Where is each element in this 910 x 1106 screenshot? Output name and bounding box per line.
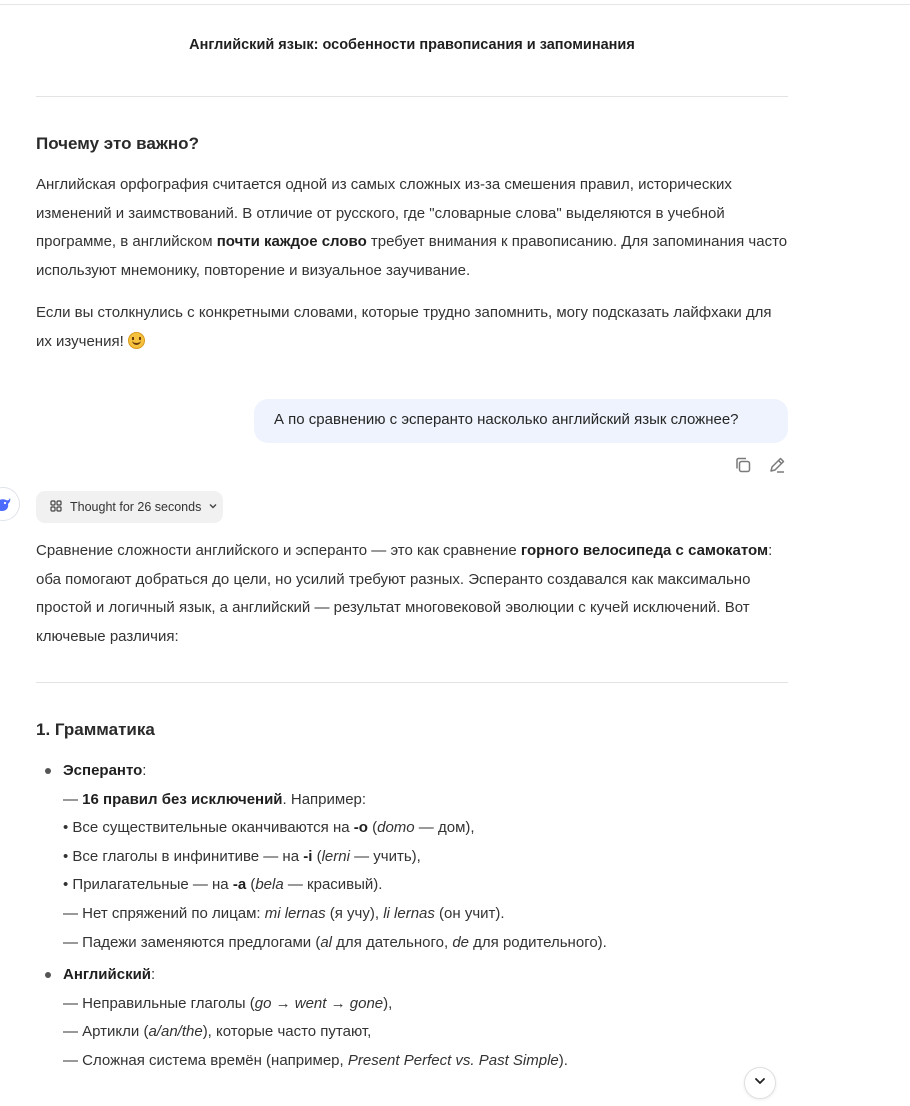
bold-text: 16 правил без исключений — [82, 790, 283, 808]
italic-text: go → went → gone — [254, 994, 384, 1012]
italic-text: mi lernas — [264, 904, 326, 922]
text-span: . Например: — [282, 790, 367, 808]
text-span: — Нет спряжений по лицам: — [63, 904, 265, 922]
thought-icon — [50, 500, 62, 515]
bold-text: горного велосипеда с самокатом — [520, 542, 769, 559]
thought-toggle-button[interactable] — [36, 491, 223, 523]
chevron-down-icon — [752, 1073, 768, 1094]
section-heading-grammar: 1. Грамматика — [36, 720, 155, 739]
bold-text: -a — [232, 876, 247, 894]
italic-text: Present Perfect vs. Past Simple — [347, 1051, 559, 1069]
text-span: • Прилагательные — на — [63, 876, 233, 894]
italic-text: domo — [377, 819, 415, 837]
grammar-list — [36, 757, 788, 1076]
text-span: для дательного, — [332, 933, 453, 951]
text-span: — Артикли ( — [63, 1023, 149, 1041]
italic-text: li lernas — [383, 904, 435, 922]
text-span: : оба помогают добраться до цели, но усилий требуют разных. Эсперанто создавался как максимально простой и логичный язык, а английский — результат многовековой эволюции с кучей исключений. Вот ключевые различия: — [36, 542, 773, 645]
edit-icon[interactable] — [767, 455, 787, 475]
text-span: ), — [383, 994, 393, 1012]
text-span: : — [142, 762, 147, 779]
top-divider — [0, 4, 910, 5]
text-span: • Все существительные оканчиваются на — [63, 819, 354, 837]
user-message-bubble: А по сравнению с эсперанто насколько английский язык сложнее? — [254, 399, 788, 443]
italic-text: lerni — [321, 847, 350, 865]
italic-text: de — [452, 933, 469, 951]
text-span: • Все глаголы в инфинитиве — на — [63, 847, 304, 865]
text-span: ), которые часто путают, — [202, 1023, 372, 1041]
whale-logo-icon — [0, 487, 20, 521]
italic-text: al — [320, 933, 333, 951]
bold-text: -o — [353, 819, 368, 837]
text-span: ( — [246, 876, 256, 894]
italic-text: bela — [255, 876, 284, 894]
list-line — [63, 843, 788, 872]
italic-text: a/an/the — [148, 1023, 203, 1041]
text-span: — — [63, 790, 83, 808]
paragraph-why-1 — [36, 171, 788, 285]
list-line — [63, 1018, 788, 1047]
paragraph-why-2 — [36, 299, 788, 356]
list-line — [63, 871, 788, 900]
text-span: Сравнение сложности английского и эсперанто — это как сравнение — [36, 542, 521, 559]
text-span: Английская орфография считается одной из самых сложных из-за смешения правил, исторических изменений и заимствований. В отличие от русского, где "словарные слова" выделяются в учебной программе, в английском — [36, 176, 732, 251]
list-line — [63, 929, 788, 958]
list-item-title — [63, 757, 788, 786]
section-divider — [36, 96, 788, 97]
text-span: — красивый). — [283, 876, 383, 894]
list-line — [63, 786, 788, 815]
bold-text: почти каждое слово — [216, 233, 367, 251]
bullet-dot — [45, 972, 51, 978]
bold-text: Эсперанто — [63, 762, 143, 779]
list-item-english — [36, 961, 788, 1075]
text-span: : — [151, 966, 156, 984]
text-span: ( — [367, 819, 378, 837]
chevron-down-icon — [208, 500, 218, 514]
list-line — [63, 900, 788, 929]
list-line — [63, 1047, 788, 1076]
scroll-down-button[interactable] — [744, 1067, 776, 1099]
text-span: ). — [558, 1051, 568, 1069]
text-span: Если вы столкнулись с конкретными словами, которые трудно запомнить, могу подсказать лайфхаки для их изучения! — [36, 304, 772, 350]
bullet-dot — [45, 768, 51, 774]
list-line — [63, 990, 788, 1019]
bold-text: -i — [303, 847, 313, 865]
text-span: требует внимания к правописанию. Для запоминания часто используют мнемонику, повторение и визуальное заучивание. — [36, 233, 788, 279]
text-span: (я учу), — [325, 904, 384, 922]
text-span: — учить), — [349, 847, 421, 865]
text-span: — Сложная система времён (например, — [63, 1051, 348, 1069]
bold-text: Английский — [63, 966, 152, 984]
list-item-title — [63, 961, 788, 990]
copy-icon[interactable] — [733, 455, 753, 475]
text-span: — Неправильные глаголы ( — [63, 994, 255, 1012]
text-span: — Падежи заменяются предлогами ( — [63, 933, 321, 951]
section-heading-why: Почему это важно? — [36, 134, 199, 153]
assistant-intro-paragraph — [36, 537, 788, 651]
list-line — [63, 814, 788, 843]
list-item-esperanto — [36, 757, 788, 957]
thought-label: Thought for 26 seconds — [70, 500, 202, 514]
text-span: для родительного). — [469, 933, 607, 951]
text-span: ( — [312, 847, 322, 865]
text-span: — дом), — [414, 819, 475, 837]
document-title: Английский язык: особенности правописания и запоминания — [189, 37, 635, 53]
smile-emoji-icon — [128, 332, 145, 349]
text-span: (он учит). — [434, 904, 505, 922]
section-divider — [36, 682, 788, 683]
